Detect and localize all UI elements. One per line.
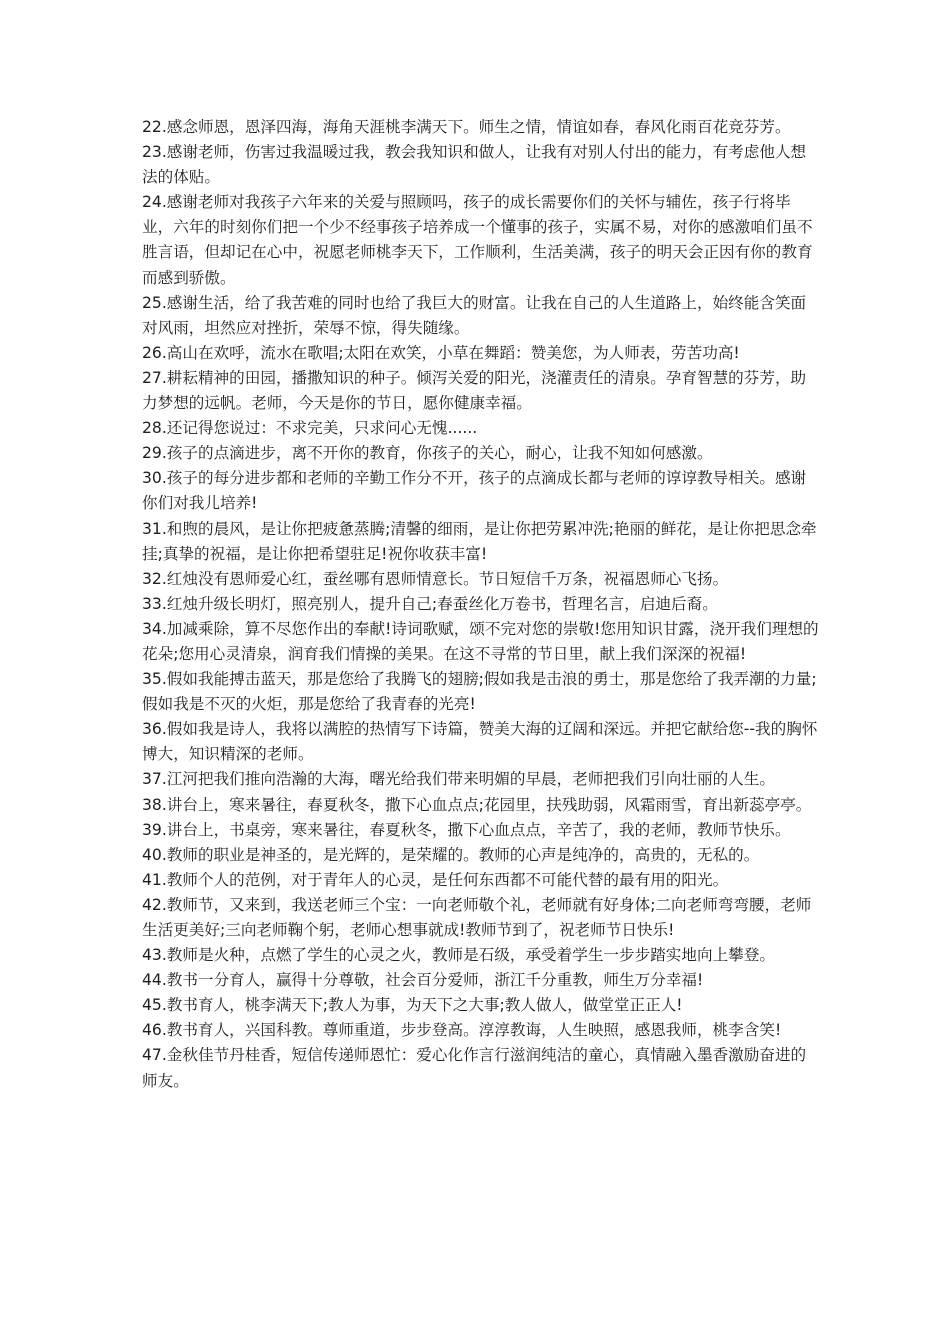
list-item: 36.假如我是诗人，我将以满腔的热情写下诗篇，赞美大海的辽阔和深远。并把它献给您--我的胸怀博大，知识精深的老师。	[142, 720, 818, 764]
list-item: 34.加减乘除，算不尽您作出的奉献!诗词歌赋，颂不完对您的崇敬!您用知识甘露，浇开我们理想的花朵;您用心灵清泉，润育我们情操的美果。在这不寻常的节日里，献上我们深深的祝福!	[142, 619, 819, 663]
list-item: 38.讲台上，寒来暑往，春夏秋冬，撒下心血点点;花园里，扶残助弱，风霜雨雪，育出新蕊亭亭。	[142, 795, 812, 814]
list-item: 23.感谢老师，伤害过我温暖过我，教会我知识和做人，让我有对别人付出的能力，有考虑他人想法的体贴。	[142, 143, 807, 187]
list-item: 44.教书一分育人，赢得十分尊敬，社会百分爱师，浙江千分重教，师生万分幸福!	[142, 971, 704, 990]
list-item: 42.教师节，又来到，我送老师三个宝：一向老师敬个礼，老师就有好身体;二向老师弯弯腰，老师生活更美好;三向老师鞠个躬，老师心想事就成!教师节到了，祝老师节日快乐!	[142, 895, 812, 939]
list-item: 28.还记得您说过：不求完美，只求问心无愧......	[142, 419, 478, 438]
list-item: 47.金秋佳节丹桂香，短信传递师恩忙：爱心化作言行滋润纯洁的童心，真情融入墨香激励奋进的师友。	[142, 1046, 807, 1090]
list-item: 40.教师的职业是神圣的，是光辉的，是荣耀的。教师的心声是纯净的，高贵的，无私的。	[142, 845, 760, 864]
list-item: 46.教书育人，兴国科教。尊师重道，步步登高。淳淳教诲，人生映照，感恩我师，桃李含笑!	[142, 1021, 782, 1040]
list-item: 24.感谢老师对我孩子六年来的关爱与照顾吗，孩子的成长需要你们的关怀与辅佐，孩子行将毕业，六年的时刻你们把一个少不经事孩子培养成一个懂事的孩子，实属不易，对你的感激咱们虽不胜言语，但却记在心中，祝愿老师桃李天下，工作顺利，生活美满，孩子的明天会正因有你的教育而感到骄傲。	[142, 193, 813, 287]
list-item: 45.教书育人，桃李满天下;教人为事，为天下之大事;教人做人，做堂堂正正人!	[142, 996, 683, 1015]
list-item: 26.高山在欢呼，流水在歌唱;太阳在欢笑，小草在舞蹈：赞美您，为人师表，劳苦功高!	[142, 343, 740, 362]
list-item: 30.孩子的每分进步都和老师的辛勤工作分不开，孩子的点滴成长都与老师的谆谆教导相关。感谢你们对我儿培养!	[142, 469, 807, 513]
list-item: 37.江河把我们推向浩瀚的大海，曙光给我们带来明媚的早晨，老师把我们引向壮丽的人生。	[142, 770, 775, 789]
list-item: 32.红烛没有恩师爱心红，蚕丝哪有恩师情意长。节日短信千万条，祝福恩师心飞扬。	[142, 569, 729, 588]
list-item: 22.感念师恩，恩泽四海，海角天涯桃李满天下。师生之情，情谊如春，春风化雨百花竞芬芳。	[142, 118, 791, 136]
list-item: 27.耕耘精神的田园，播撒知识的种子。倾泻关爱的阳光，浇灌责任的清泉。孕育智慧的芬芳，助力梦想的远帆。老师，今天是你的节日，愿你健康幸福。	[142, 368, 807, 413]
list-item: 35.假如我能搏击蓝天，那是您给了我腾飞的翅膀;假如我是击浪的勇士，那是您给了我弄潮的力量;假如我是不灭的火炬，那是您给了我青春的光亮!	[142, 670, 817, 714]
list-item: 25.感谢生活，给了我苦难的同时也给了我巨大的财富。让我在自己的人生道路上，始终能含笑面对风雨，坦然应对挫折，荣辱不惊，得失随缘。	[142, 293, 807, 337]
list-item: 41.教师个人的范例，对于青年人的心灵，是任何东西都不可能代替的最有用的阳光。	[142, 870, 729, 889]
list-item: 39.讲台上，书桌旁，寒来暑往，春夏秋冬，撒下心血点点，辛苦了，我的老师，教师节快乐。	[142, 820, 791, 839]
document-body	[142, 115, 820, 1094]
list-item: 43.教师是火种，点燃了学生的心灵之火，教师是石级，承受着学生一步步踏实地向上攀登。	[142, 946, 775, 965]
list-item: 31.和煦的晨风，是让你把疲惫蒸腾;清馨的细雨，是让你把劳累冲洗;艳丽的鲜花，是让你把思念牵挂;真挚的祝福，是让你把希望驻足!祝你收获丰富!	[142, 519, 817, 563]
list-item: 33.红烛升级长明灯，照亮别人，提升自己;春蚕丝化万卷书，哲理名言，启迪后裔。	[142, 594, 718, 613]
list-item: 29.孩子的点滴进步，离不开你的教育，你孩子的关心，耐心，让我不知如何感激。	[142, 444, 713, 463]
